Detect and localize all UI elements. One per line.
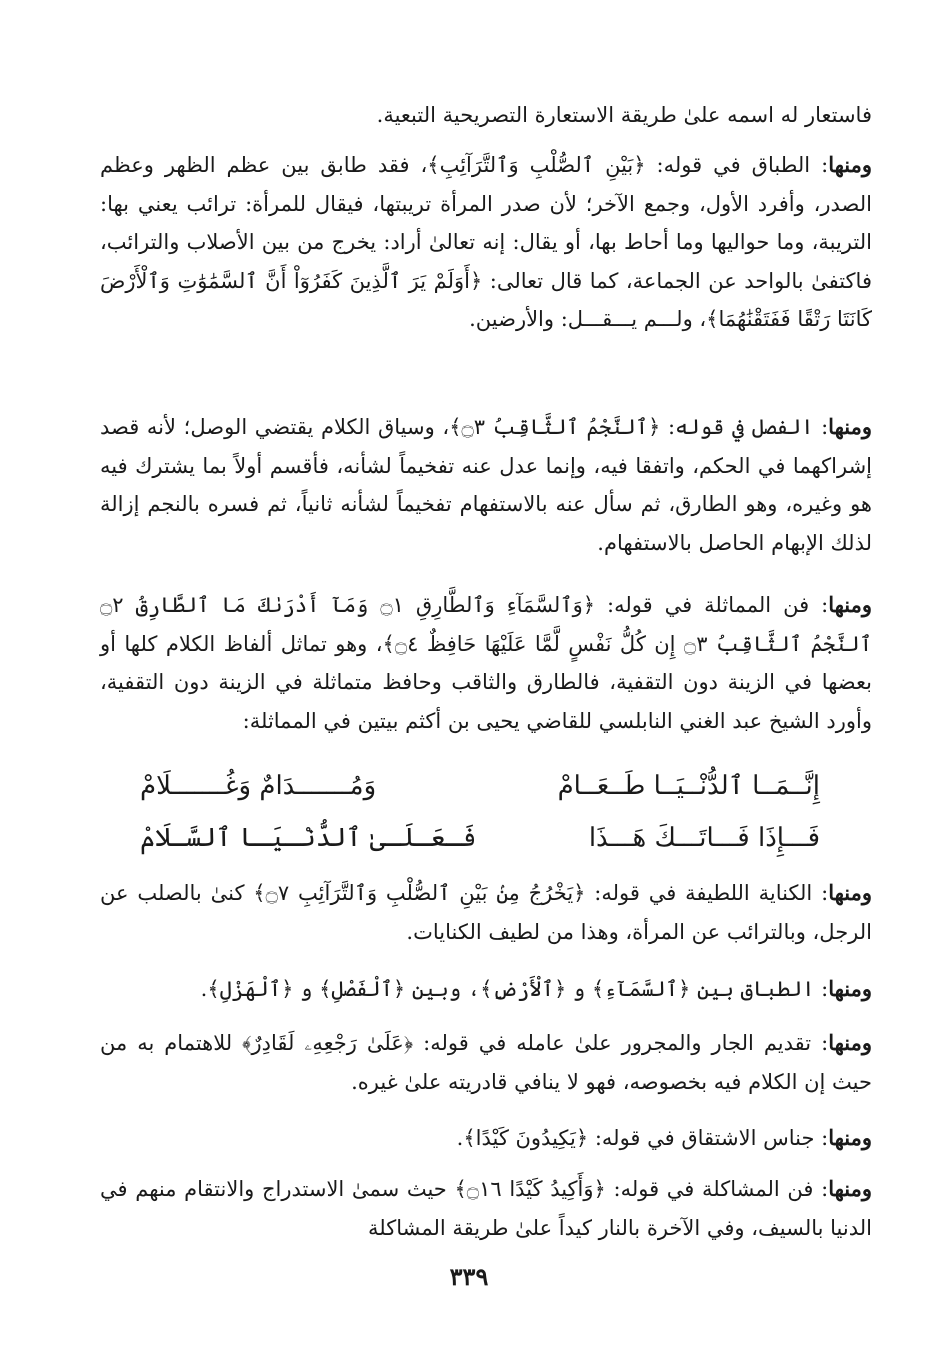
paragraph-text: : الطباق في قوله: ﴿بَيْنِ ٱلصُّلْبِ وَٱلتَّرَآئِبِ﴾، فقد طابق بين عظم الظهر وعظم الصدر، وأفرد الأول، وجمع الآخر؛ لأن صدر المرأة تريبتها، فيقال للمرأة: ترائب يعني بها: التريبة، وما حواليها وما أحاط بها، أو يقال: إنه تعالىٰ أراد: يخرج من بين الأصلاب والترائب، فاكتفىٰ بالواحد عن الجماعة، كما قال تعالى: ﴿أَوَلَمْ يَرَ ٱلَّذِينَ كَفَرُوٓاْ أَنَّ ٱلسَّمَٰوَٰتِ وَٱلْأَرْضَ كَانَتَا رَتْقًا فَفَتَقْنَٰهُمَا﴾، ولـــم يـــقـــل: والأرضين. bbox=[100, 153, 872, 331]
paragraph-lead: ومنها bbox=[828, 414, 872, 439]
paragraph-text: فاستعار له اسمه علىٰ طريقة الاستعارة التصريحية التبعية. bbox=[376, 103, 872, 127]
verse-second-hemistich: وَمُـــــــدَامٌ وَغُـــــــلَامْ bbox=[140, 771, 377, 801]
verse-first-hemistich: إِنَّــمَــا ٱلدُّنْــيَــا طَــعَــامْ bbox=[557, 771, 820, 801]
poem-verse-2 bbox=[140, 818, 820, 858]
paragraph-text: : فن المماثلة في قوله: ﴿وَٱلسَّمَآءِ وَٱلطَّارِقِ ۝١ وَمَآ أَدْرَىٰكَ مَا ٱلطَّارِقُ ۝٢ ٱلنَّجْمُ ٱلثَّاقِبُ ۝٣ إِن كُلُّ نَفْسٍ لَّمَّا عَلَيْهَا حَافِظٌ ۝٤﴾، وهو تماثل ألفاظ الكلام كلها أو بعضها في الزينة دون التقفية، فالطارق والثاقب وحافظ متماثلة في الزينة دون التقفية، وأورد الشيخ عبد الغني النابلسي للقاضي يحيى بن أكثم بيتين في المماثلة: bbox=[100, 593, 873, 733]
poem-verse-1 bbox=[140, 766, 820, 806]
paragraph-tibaq-2 bbox=[100, 970, 872, 1009]
page-number: ٣٣٩ bbox=[449, 1262, 489, 1291]
paragraph-text: : الكناية اللطيفة في قوله: ﴿يَخْرُجُ مِنۢ بَيْنِ ٱلصُّلْبِ وَٱلتَّرَآئِبِ ۝٧﴾ كنىٰ بالصلب عن الرجل، وبالترائب عن المرأة، وهذا من لطيف الكنايات. bbox=[100, 881, 872, 944]
paragraph-text: : جناس الاشتقاق في قوله: ﴿يَكِيدُونَ كَيْدًا﴾. bbox=[456, 1126, 829, 1150]
paragraph-intro bbox=[100, 96, 872, 135]
paragraph-lead: ومنها bbox=[828, 1176, 872, 1201]
paragraph-taqdim bbox=[100, 1024, 872, 1101]
paragraph-jinas bbox=[100, 1119, 872, 1158]
paragraph-kinaya bbox=[100, 874, 872, 951]
paragraph-lead: ومنها bbox=[828, 880, 872, 905]
paragraph-mushakala bbox=[100, 1170, 872, 1247]
verse-first-hemistich: فَـــإِذَا فَـــاتَـــكَ هَـــذَا bbox=[588, 823, 820, 853]
paragraph-text: : تقديم الجار والمجرور علىٰ عامله في قوله: ﴿عَلَىٰ رَجْعِهِۦ لَقَادِرٌ﴾ للاهتمام به من حيث إن الكلام فيه بخصوصه، فهو لا ينافي قادريته علىٰ غيره. bbox=[100, 1031, 872, 1094]
paragraph-text: : الفصل في قوله: ﴿ٱلنَّجْمُ ٱلثَّاقِبُ ۝٣﴾، وسياق الكلام يقتضي الوصل؛ لأنه قصد إشراكهما في الحكم، واتفقا فيه، وإنما عدل عنه تفخيماً لشأنه، فأقسم أولاً بما يشترك فيه هو وغيره، وهو الطارق، ثم سأل عنه بالاستفهام تفخيماً لشأنه ثانياً، ثم فسره بالنجم إزالة لذلك الإبهام الحاصل بالاستفهام. bbox=[100, 415, 872, 555]
paragraph-lead: ومنها bbox=[828, 592, 872, 617]
verse-second-hemistich: فَـعَـلَـىٰ ٱلدُّنْـيَـا ٱلسَّـلَامْ bbox=[140, 823, 477, 853]
paragraph-fasl bbox=[100, 408, 872, 562]
paragraph-mumathala bbox=[100, 586, 872, 740]
paragraph-lead: ومنها bbox=[828, 1125, 872, 1150]
paragraph-tibaq bbox=[100, 146, 872, 339]
paragraph-lead: ومنها bbox=[828, 152, 872, 177]
paragraph-text: : الطباق بين ﴿ٱلسَّمَآءِ﴾ و ﴿ٱلْأَرْضِ﴾، وبين ﴿ٱلْفَصْلِ﴾ و ﴿ٱلْهَزْلِ﴾. bbox=[200, 977, 829, 1001]
paragraph-text: : فن المشاكلة في قوله: ﴿وَأَكِيدُ كَيْدًا ۝١٦﴾ حيث سمىٰ الاستدراج والانتقام منهم في الدنيا بالسيف، وفي الآخرة بالنار كيداً علىٰ طريقة المشاكلة bbox=[100, 1177, 872, 1240]
paragraph-lead: ومنها bbox=[828, 976, 872, 1001]
paragraph-lead: ومنها bbox=[828, 1030, 872, 1055]
